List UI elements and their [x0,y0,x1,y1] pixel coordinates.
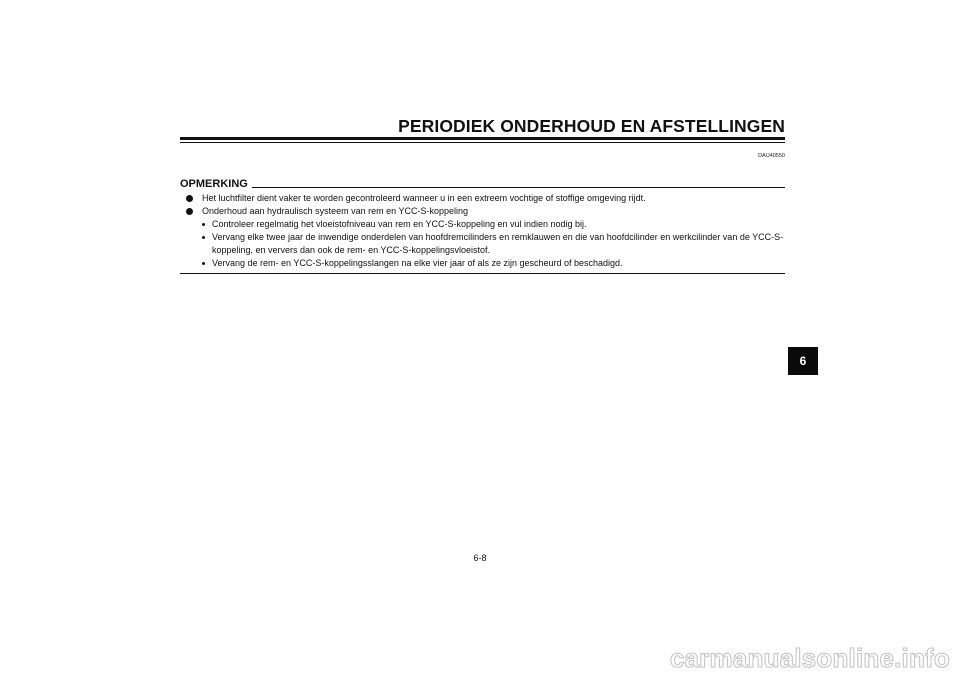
note-end-rule [180,273,785,274]
page-title: PERIODIEK ONDERHOUD EN AFSTELLINGEN [398,116,785,136]
bullet-dot-icon [186,195,193,202]
document-code: DAU40550 [758,153,785,159]
note-subitem-text: Controleer regelmatig het vloeistofniveau van rem en YCC-S-koppeling en vul indien nodig bij. [212,219,587,229]
note-bullet-text: Onderhoud aan hydraulisch systeem van rem en YCC-S-koppeling [202,206,468,216]
note-sublist [202,218,786,270]
page-number: 6-8 [473,553,487,563]
note-subitem-text: Vervang elke twee jaar de inwendige onderdelen van hoofdremcilinders en remklauwen en die van hoofdcilinder en werkcilinder van de YCC-S-koppeling, en ververs dan ook de rem- en YCC-S-koppelingsvloeistof. [212,232,784,255]
note-header-rule [252,187,785,188]
note-bullet-text: Het luchtfilter dient vaker te worden gecontroleerd wanneer u in een extreem vochtige of stoffige omgeving rijdt. [202,193,646,203]
title-rule-thin [180,142,785,143]
note-subitem [202,231,786,257]
note-subitem [202,257,786,270]
note-bullet [186,192,786,205]
small-bullet-icon [202,236,205,239]
watermark: carmanualsonline.info [669,643,950,673]
title-rule [180,137,785,140]
small-bullet-icon [202,262,205,265]
small-bullet-icon [202,223,205,226]
note-header [180,178,785,191]
note-label: OPMERKING [180,178,248,190]
note-bullet [186,205,786,270]
note-subitem-text: Vervang de rem- en YCC-S-koppelingsslangen na elke vier jaar of als ze zijn gescheurd of beschadigd. [212,258,623,268]
bullet-dot-icon [186,208,193,215]
note-subitem [202,218,786,231]
note-body [186,192,786,270]
chapter-tab: 6 [788,347,818,375]
